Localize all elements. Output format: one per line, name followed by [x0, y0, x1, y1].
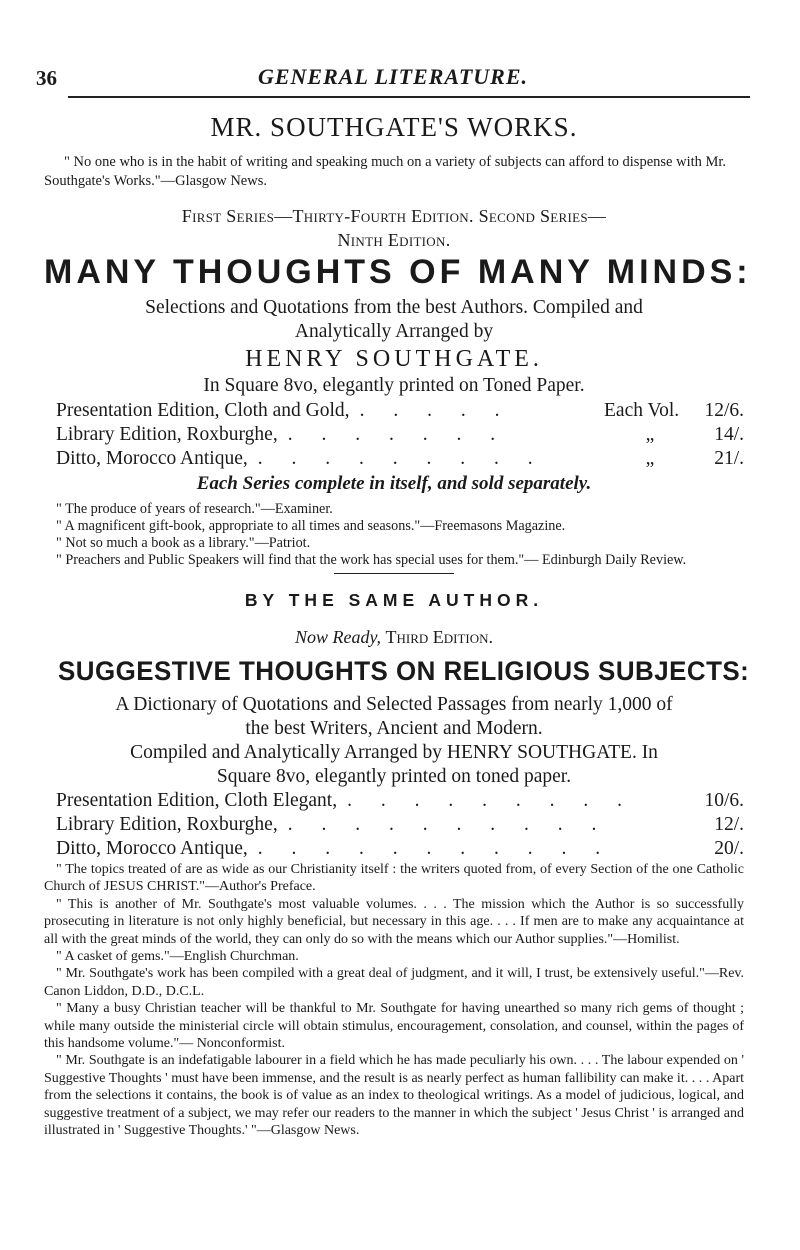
book1-price-list: [44, 399, 744, 471]
works-heading: MR. SOUTHGATE'S WORKS.: [210, 112, 578, 142]
intro-quote: " No one who is in the habit of writing and speaking much on a variety of subjects can afford to dispense with Mr. Southgate's Works."—Glasgow News.: [44, 154, 727, 189]
book1-author: HENRY SOUTHGATE.: [245, 346, 543, 372]
series-line-1: First Series—Thirty-Fourth Edition. Second Series—: [181, 206, 607, 226]
review-quote: " A casket of gems."—English Churchman.: [56, 949, 299, 965]
now-ready-line: [44, 627, 744, 648]
price-row: [56, 399, 744, 423]
price-label: Presentation Edition, Cloth Elegant,: [56, 790, 338, 811]
leader-dots: . . . . . . . . .: [347, 790, 634, 811]
price-amount: 10/6.: [704, 790, 744, 811]
price-label: Library Edition, Roxburghe,: [56, 814, 278, 835]
book2-price-list: [44, 789, 744, 861]
book2-desc-line-4: Square 8vo, elegantly printed on toned paper.: [216, 766, 572, 787]
book1-desc-line-1: Selections and Quotations from the best Authors. Compiled and: [145, 297, 643, 318]
price-amount: 20/.: [714, 838, 744, 859]
price-row: [56, 813, 744, 837]
now-ready-label: Now Ready,: [294, 627, 381, 647]
series-line-2: Ninth Edition.: [337, 230, 451, 250]
leader-dots: . . . . . . . . .: [257, 448, 545, 469]
separate-note: Each Series complete in itself, and sold separately.: [196, 473, 592, 494]
edition-label: Third Edition.: [385, 627, 494, 647]
leader-dots: . . . . . . .: [287, 424, 508, 445]
review-quote: " The topics treated of are as wide as our Christianity itself : the writers quoted from, of every Section of the one Catholic Church of JESUS CHRIST."—Author's Preface.: [44, 862, 744, 895]
price-per: Each Vol.: [604, 400, 680, 421]
review-quote: " Many a busy Christian teacher will be thankful to Mr. Southgate for having unearthed so many rich gems of thought ; while many outside the ministerial circle will obtain stimulus, encouragement, consolation, and counsel, within the pages of this handsome volume."— Nonconformist.: [44, 1001, 744, 1052]
running-title: GENERAL LITERATURE.: [257, 64, 528, 89]
price-amount: 21/.: [714, 448, 744, 469]
same-author-heading: BY THE SAME AUTHOR.: [244, 590, 544, 610]
book2-desc-line-2: the best Writers, Ancient and Modern.: [245, 718, 543, 739]
price-amount: 12/6.: [704, 400, 744, 421]
price-row: [56, 789, 744, 813]
price-label: Presentation Edition, Cloth and Gold,: [56, 400, 350, 421]
book1-title: MANY THOUGHTS OF MANY MINDS:: [44, 253, 752, 291]
review-quote: " Not so much a book as a library."—Patriot.: [56, 535, 311, 551]
price-amount: 12/.: [714, 814, 744, 835]
header-rule: [68, 96, 750, 98]
leader-dots: . . . . . . . . . .: [287, 814, 609, 835]
price-per: „: [645, 448, 655, 469]
leader-dots: . . . . . . . . . . .: [257, 838, 613, 859]
price-label: Ditto, Morocco Antique,: [56, 838, 248, 859]
price-label: Ditto, Morocco Antique,: [56, 448, 248, 469]
book2-desc-line-3: Compiled and Analytically Arranged by HENRY SOUTHGATE. In: [130, 742, 658, 763]
section-rule: [334, 573, 454, 574]
review-quote: " A magnificent gift-book, appropriate to all times and seasons."—Freemasons Magazine.: [56, 518, 566, 534]
price-row: [56, 447, 744, 471]
running-head: [36, 66, 750, 96]
review-quote: " Mr. Southgate's work has been compiled with a great deal of judgment, and it will, I trust, be extensively useful."—Rev. Canon Liddon, D.D., D.C.L.: [44, 966, 744, 999]
price-row: [56, 837, 744, 861]
price-per: „: [645, 424, 655, 445]
price-label: Library Edition, Roxburghe,: [56, 424, 278, 445]
price-row: [56, 423, 744, 447]
book1-reviews: [44, 501, 744, 569]
review-quote: " The produce of years of research."—Examiner.: [56, 501, 333, 517]
review-quote: " Preachers and Public Speakers will find that the work has special uses for them."— Edinburgh Daily Review.: [56, 552, 687, 568]
leader-dots: . . . . .: [359, 400, 512, 421]
book2-title: SUGGESTIVE THOUGHTS ON RELIGIOUS SUBJECTS:: [58, 656, 750, 686]
page-content: [44, 112, 752, 1140]
book1-format: In Square 8vo, elegantly printed on Toned Paper.: [203, 375, 585, 396]
review-quote: " Mr. Southgate is an indefatigable labourer in a field which he has made peculiarly his own. . . . The labour expended on ' Suggestive Thoughts ' must have been immense, and the result is as nearly perfect as human fallibility can make it. . . . Apart from the selections it contains, the book is of value as an index to theological writings. As a model of judicious, logical, and suggestive treatment of a subject, we may refer our readers to the manner in which the subject ' Jesus Christ ' is arranged and illustrated in ' Suggestive Thoughts.' "—Glasgow News.: [44, 1053, 744, 1139]
book1-desc-line-2: Analytically Arranged by: [294, 321, 494, 342]
page-number: 36: [36, 66, 57, 90]
book2-reviews: [44, 861, 744, 1140]
book2-desc-line-1: A Dictionary of Quotations and Selected Passages from nearly 1,000 of: [115, 694, 673, 715]
review-quote: " This is another of Mr. Southgate's most valuable volumes. . . . The mission which the Author is so successfully prosecuting in literature is not only highly beneficial, but necessary in this age. . . . If men are to make any acquaintance at all with the great minds of the world, they can only do so with the means which our Author supplies."—Homilist.: [44, 896, 744, 947]
price-amount: 14/.: [714, 424, 744, 445]
